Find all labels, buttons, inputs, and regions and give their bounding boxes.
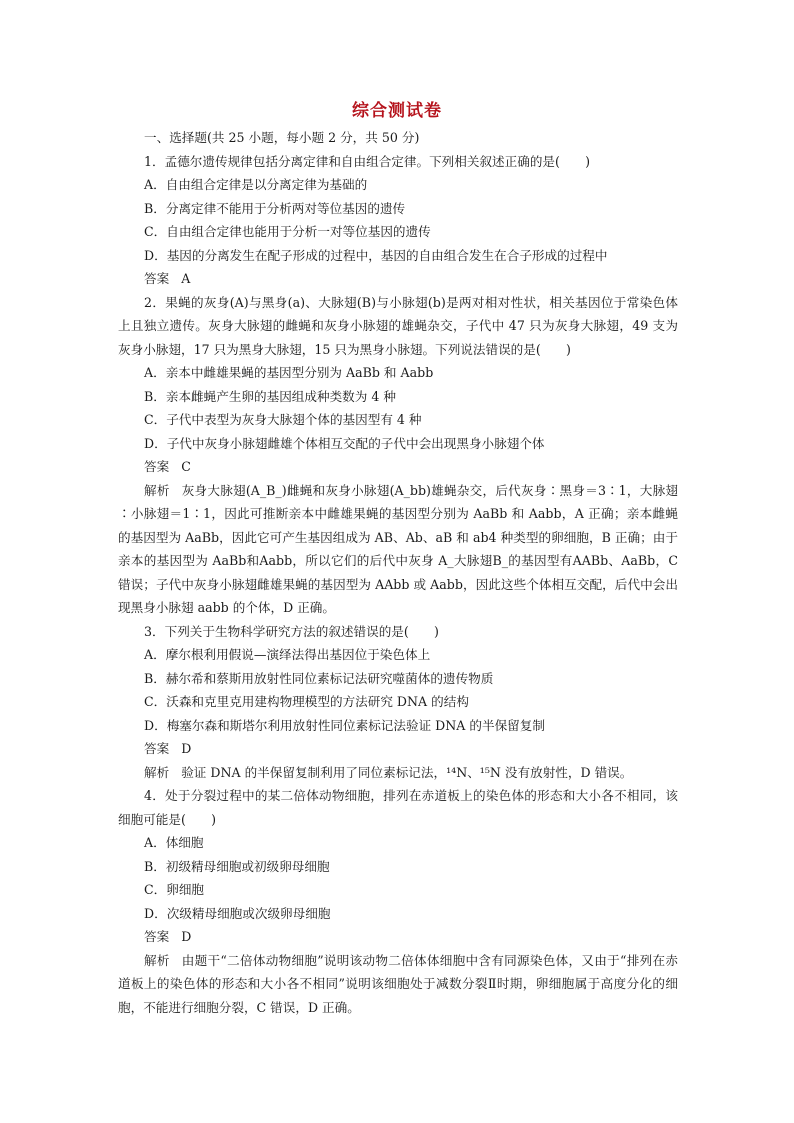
- answer-line: [118, 455, 678, 479]
- answer-label: 答案: [144, 459, 170, 474]
- question-stem: 4．处于分裂过程中的某二倍体动物细胞，排列在赤道板上的染色体的形态和大小各不相同，该细胞可能是( ): [118, 788, 678, 827]
- option-d: D．次级精母细胞或次级卵母细胞: [144, 905, 331, 921]
- answer-label: 答案: [144, 741, 170, 756]
- option-c: C．沃森和克里克用建构物理模型的方法研究 DNA 的结构: [144, 694, 469, 709]
- option-b: B．分离定律不能用于分析两对等位基因的遗传: [144, 200, 406, 216]
- analysis-paragraph: [118, 949, 678, 1020]
- answer-value: A: [181, 271, 191, 286]
- question-stem: 2．果蝇的灰身(A)与黑身(a)、大脉翅(B)与小脉翅(b)是两对相对性状，相关基因位于常染色体上且独立遗传。灰身大脉翅的雌蝇和灰身小脉翅的雄蝇杂交，子代中 47 只为灰身大脉翅，49 支为灰身小脉翅，17 只为黑身大脉翅，15 只为黑身小脉翅。下列说法错误的是( ): [118, 294, 678, 357]
- analysis-text: 验证 DNA 的半保留复制利用了同位素标记法，¹⁴N、¹⁵N 没有放射性，D 错误。: [181, 764, 633, 780]
- analysis-text: 由题干“二倍体动物细胞”说明该动物二倍体体细胞中含有同源染色体，又由于“排列在赤道板上的染色体的形态和大小各不相同”说明该细胞处于减数分裂Ⅱ时期，卵细胞属于高度分化的细胞，不能进行细胞分裂，C 错误，D 正确。: [118, 952, 678, 1015]
- option-d: D．梅塞尔森和斯塔尔利用放射性同位素标记法验证 DNA 的半保留复制: [144, 717, 545, 733]
- option-a: A．体细胞: [144, 835, 204, 850]
- question-stem: 1．孟德尔遗传规律包括分离定律和自由组合定律。下列相关叙述正确的是( ): [144, 153, 591, 169]
- analysis-label: 解析: [144, 764, 170, 780]
- answer-value: D: [181, 741, 192, 756]
- option-d: D．基因的分离发生在配子形成的过程中，基因的自由组合发生在合子形成的过程中: [144, 247, 608, 263]
- answer-value: D: [181, 929, 192, 944]
- option-a: A．自由组合定律是以分离定律为基础的: [144, 177, 368, 192]
- answer-value: C: [181, 459, 191, 474]
- question-2: [118, 291, 678, 620]
- analysis-paragraph: [118, 479, 678, 620]
- section-heading: 一、选择题(共 25 小题，每小题 2 分，共 50 分): [144, 130, 420, 145]
- option-c: C．自由组合定律也能用于分析一对等位基因的遗传: [144, 224, 431, 239]
- analysis-text: 灰身大脉翅(A_B_)雌蝇和灰身小脉翅(A_bb)雄蝇杂交，后代灰身∶黑身＝3∶1，大脉翅∶小脉翅＝1∶1，因此可推断亲本中雌雄果蝇的基因型分别为 AaBb 和 Aabb，A 正确；亲本雌蝇的基因型为 AaBb，因此它可产生基因组成为 AB、Ab、aB 和 ab4 种类型的卵细胞，B 正确；由于亲本的基因型为 AaBb和Aabb，所以它们的后代中灰身 A_大脉翅B_的基因型有AABb、AaBb，C 错误；子代中灰身小脉翅雌雄果蝇的基因型为 AAbb 或 Aabb，因此这些个体相互交配，后代中会出现黑身小脉翅 aabb 的个体，D 正确。: [118, 482, 679, 615]
- option-b: B．赫尔希和蔡斯用放射性同位素标记法研究噬菌体的遗传物质: [144, 670, 494, 686]
- analysis-label: 解析: [144, 952, 170, 968]
- question-stem: 3．下列关于生物科学研究方法的叙述错误的是( ): [144, 623, 439, 639]
- option-c: C．子代中表型为灰身大脉翅个体的基因型有 4 种: [144, 412, 422, 427]
- answer-line: [118, 925, 678, 949]
- option-b: B．初级精母细胞或初级卵母细胞: [144, 858, 330, 874]
- analysis-label: 解析: [144, 482, 170, 498]
- answer-line: [118, 267, 678, 291]
- answer-line: [118, 737, 678, 761]
- document-body: [118, 126, 678, 1019]
- page-title: 综合测试卷: [352, 101, 442, 121]
- question-1: [118, 150, 678, 291]
- option-a: A．摩尔根利用假说—演绎法得出基因位于染色体上: [144, 647, 431, 662]
- option-b: B．亲本雌蝇产生卵的基因组成种类数为 4 种: [144, 388, 396, 404]
- answer-label: 答案: [144, 929, 170, 944]
- option-a: A．亲本中雌雄果蝇的基因型分别为 AaBb 和 Aabb: [144, 365, 434, 380]
- question-3: [118, 620, 678, 785]
- analysis-paragraph: [118, 761, 678, 785]
- question-4: [118, 784, 678, 1019]
- answer-label: 答案: [144, 271, 170, 286]
- option-d: D．子代中灰身小脉翅雌雄个体相互交配的子代中会出现黑身小脉翅个体: [144, 435, 545, 451]
- option-c: C．卵细胞: [144, 882, 205, 897]
